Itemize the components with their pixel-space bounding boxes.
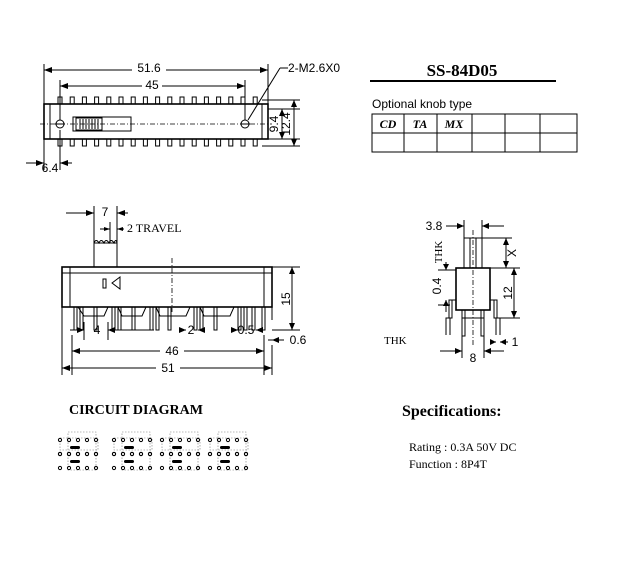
bottom-pin [131,139,135,146]
front-pin [168,307,171,330]
top-pin [241,97,245,104]
top-pin [131,97,135,104]
dim-side-x: X [505,248,519,258]
side-view-pin-right [481,310,484,336]
top-pin [253,97,257,104]
bottom-pin [253,139,257,146]
bottom-pin [119,139,123,146]
knob-option-mx: MX [444,117,464,131]
dim-knob-width: 7 [101,205,109,219]
specs-title: Specifications: [402,403,502,420]
front-view-knob [94,243,117,267]
front-pin [132,307,135,330]
dim-overall-length: 51.6 [137,61,161,75]
dim-height-outer: 12.4 [279,112,293,136]
knob-table-caption: Optional knob type [372,97,473,111]
dim-side-height: 12 [501,286,515,300]
dim-side-pin: 1 [511,335,519,349]
front-pin [74,307,77,330]
top-pin [70,97,74,104]
title-block [370,61,577,152]
top-view-body [44,104,268,139]
circuit-section [58,403,248,470]
dim-side-width: 8 [469,351,477,365]
top-view [26,61,340,175]
top-pin [204,97,208,104]
dim-hole-spacing: 45 [145,78,159,92]
bottom-pin [180,139,184,146]
bottom-pin [82,139,86,146]
bottom-pin [192,139,196,146]
bottom-pin [95,139,99,146]
top-pin [143,97,147,104]
front-view [62,205,307,375]
thk-label: THK [384,335,407,347]
top-pin [192,97,196,104]
front-pin [112,307,115,330]
top-pin [217,97,221,104]
spec-function: Function : 8P4T [409,457,488,471]
top-view-pins-bottom [58,139,257,146]
dim-pin-thickness: 0.6 [289,333,307,347]
dim-pitch-mid: 2 [187,323,195,337]
front-pin [262,307,265,330]
front-view-pins [74,307,265,330]
front-pin [194,307,197,330]
knob-option-cd: CD [379,117,397,131]
dim-side-knob-width: 3.8 [425,219,443,233]
top-pin [180,97,184,104]
specs-section [402,403,516,471]
bottom-pin [204,139,208,146]
dim-pins-span: 46 [165,344,179,358]
part-number: SS-84D05 [426,61,498,80]
front-pin [150,307,153,330]
dim-height-inner: 9.4 [267,115,281,133]
dim-side-thk: 0.4 [430,277,444,295]
circuit-diagram [58,432,248,470]
bottom-pin [168,139,172,146]
dim-offset: 6.4 [41,161,59,175]
bottom-pin [156,139,160,146]
top-pin [156,97,160,104]
top-pin [168,97,172,104]
circuit-pole-3 [160,432,200,470]
bottom-pin [107,139,111,146]
bottom-pin [143,139,147,146]
circuit-pole-1 [58,432,98,470]
circuit-pole-2 [112,432,152,470]
top-pin [95,97,99,104]
dim-pitch-left: 4 [93,323,101,337]
top-pin [107,97,111,104]
dim-body-length: 51 [161,361,175,375]
circuit-title: CIRCUIT DIAGRAM [69,403,203,418]
spec-rating: Rating : 0.3A 50V DC [409,440,517,454]
dim-body-height: 15 [279,292,293,306]
circuit-pole-4 [208,432,248,470]
dim-mount-screw: 2-M2.6X0 [288,61,341,75]
side-view-pin-left [462,310,465,336]
travel-label: 2 TRAVEL [127,221,182,235]
front-pin [214,307,217,330]
bottom-pin [241,139,245,146]
bottom-pin [217,139,221,146]
side-view [384,219,520,365]
top-pin [229,97,233,104]
dim-pin-width: 0.5 [237,323,255,337]
front-pin [80,307,83,330]
top-view-pins-top [58,97,257,104]
knob-option-ta: TA [412,117,428,131]
top-pin [119,97,123,104]
bottom-pin [70,139,74,146]
thk-label-vertical: THK [433,240,445,264]
bottom-pin [229,139,233,146]
top-pin [82,97,86,104]
knob-table [372,114,577,152]
